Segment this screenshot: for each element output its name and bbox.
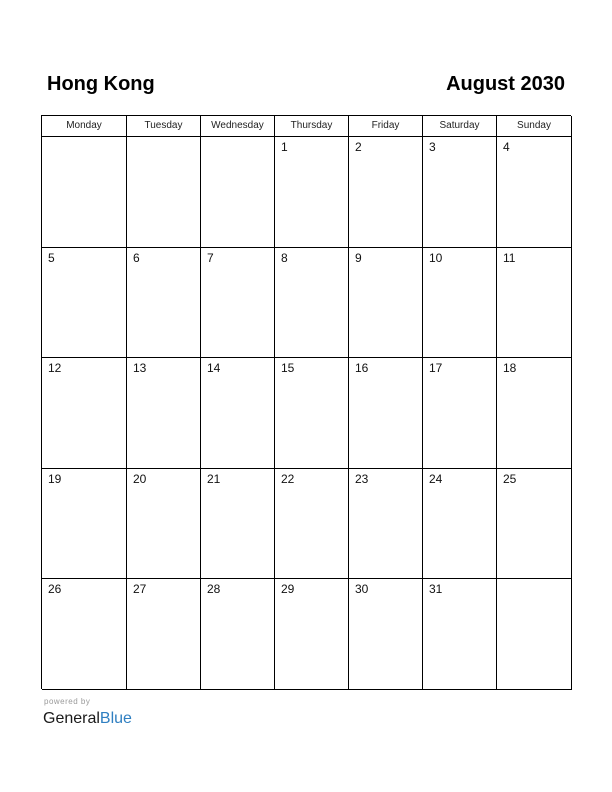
weekday-friday: Friday bbox=[349, 116, 423, 137]
region-title: Hong Kong bbox=[47, 73, 155, 95]
day-cell bbox=[349, 248, 423, 359]
day-cell bbox=[42, 358, 127, 469]
day-number: 13 bbox=[133, 361, 147, 376]
day-number: 23 bbox=[355, 471, 369, 486]
day-cell bbox=[349, 358, 423, 469]
day-cell bbox=[423, 469, 497, 580]
day-cell bbox=[201, 579, 275, 690]
weekday-wednesday: Wednesday bbox=[201, 116, 275, 137]
day-number: 9 bbox=[355, 250, 362, 265]
brand-name-blue: Blue bbox=[99, 710, 132, 727]
powered-by-text: powered by bbox=[44, 697, 91, 706]
day-number: 12 bbox=[48, 361, 62, 376]
weekday-header-row bbox=[42, 116, 571, 137]
day-cell bbox=[127, 248, 201, 359]
day-cell bbox=[423, 248, 497, 359]
weekday-tuesday: Tuesday bbox=[127, 116, 201, 137]
day-number: 4 bbox=[503, 140, 510, 154]
day-cell bbox=[201, 469, 275, 580]
day-cell bbox=[127, 358, 201, 469]
day-number: 28 bbox=[207, 582, 221, 597]
weekday-thursday: Thursday bbox=[275, 116, 349, 137]
day-number: 7 bbox=[207, 250, 214, 265]
day-cell bbox=[349, 579, 423, 690]
day-cell bbox=[42, 137, 127, 248]
day-cell bbox=[42, 469, 127, 580]
day-cell bbox=[423, 137, 497, 248]
day-cell bbox=[497, 579, 572, 690]
weeks-grid bbox=[42, 137, 571, 690]
day-cell bbox=[275, 469, 349, 580]
day-cell bbox=[497, 358, 572, 469]
day-cell bbox=[275, 358, 349, 469]
day-number: 10 bbox=[429, 250, 443, 265]
day-number: 3 bbox=[429, 140, 436, 154]
day-number: 5 bbox=[48, 250, 55, 265]
day-number: 29 bbox=[281, 582, 295, 597]
day-cell bbox=[42, 248, 127, 359]
day-number: 18 bbox=[503, 361, 517, 376]
day-number: 19 bbox=[48, 471, 62, 486]
day-cell bbox=[349, 469, 423, 580]
day-cell bbox=[201, 248, 275, 359]
weekday-saturday: Saturday bbox=[423, 116, 497, 137]
day-cell bbox=[127, 579, 201, 690]
day-cell bbox=[423, 579, 497, 690]
brand-name-general: General bbox=[43, 710, 100, 727]
day-number: 14 bbox=[207, 361, 221, 376]
day-number: 31 bbox=[429, 582, 443, 597]
weekday-sunday: Sunday bbox=[497, 116, 572, 137]
calendar-grid bbox=[41, 115, 571, 689]
day-number: 15 bbox=[281, 361, 295, 376]
day-number: 11 bbox=[503, 250, 516, 265]
day-number: 21 bbox=[207, 471, 221, 486]
day-cell bbox=[275, 579, 349, 690]
day-number: 8 bbox=[281, 250, 288, 265]
day-cell bbox=[497, 137, 572, 248]
day-number: 26 bbox=[48, 582, 62, 597]
day-cell bbox=[497, 469, 572, 580]
day-cell bbox=[275, 137, 349, 248]
day-number: 20 bbox=[133, 471, 147, 486]
day-cell bbox=[127, 469, 201, 580]
brand-logo[interactable] bbox=[43, 709, 193, 729]
day-cell bbox=[497, 248, 572, 359]
footer-branding bbox=[43, 697, 193, 737]
month-year-title: August 2030 bbox=[446, 73, 565, 95]
day-number: 6 bbox=[133, 250, 140, 265]
day-cell bbox=[275, 248, 349, 359]
day-number: 22 bbox=[281, 471, 295, 486]
day-number: 27 bbox=[133, 582, 147, 597]
day-number: 24 bbox=[429, 471, 443, 486]
day-number: 16 bbox=[355, 361, 369, 376]
day-number: 30 bbox=[355, 582, 369, 597]
day-cell bbox=[201, 137, 275, 248]
day-cell bbox=[349, 137, 423, 248]
day-cell bbox=[201, 358, 275, 469]
day-cell bbox=[42, 579, 127, 690]
day-number: 17 bbox=[429, 361, 443, 376]
day-cell bbox=[127, 137, 201, 248]
day-cell bbox=[423, 358, 497, 469]
weekday-monday: Monday bbox=[42, 116, 127, 137]
day-number: 2 bbox=[355, 140, 362, 154]
day-number: 25 bbox=[503, 471, 517, 486]
day-number: 1 bbox=[281, 140, 288, 154]
